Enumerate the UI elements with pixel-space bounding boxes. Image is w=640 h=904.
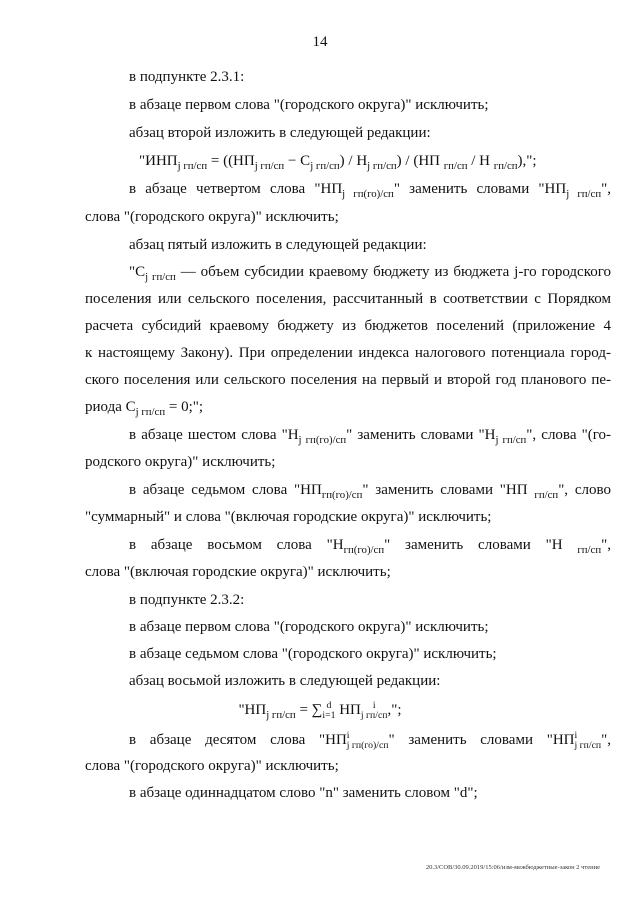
text-line: в абзаце седьмом слова "$НП_{гп(го)/сп}$" заменить словами "НП $_{гп/сп}$", слово — [129, 482, 611, 501]
text-line: ского поселения или сельского поселения на первый и второй год планового пе- — [85, 372, 611, 388]
text-line: "$С_{j гп/сп}$ — объем субсидии краевому бюджету из бюджета j-го городского — [129, 264, 611, 283]
text-line: родского округа)" исключить; — [85, 454, 276, 470]
text-line: расчета субсидий краевому бюджету из бюджетов поселений (приложение 4 — [85, 318, 611, 334]
text-line: "суммарный" и слова "(включая городские округа)" исключить; — [85, 509, 492, 525]
text-line: в подпункте 2.3.2: — [129, 592, 245, 608]
formula-inp: "$ИНП_{j гп/сп} = ((НП_{j гп/сп} - С_{j гп/сп}) / Н_{j гп/сп}) / (НП$ $_{гп/сп}$ / Н $_{гп/сп}$),"; — [139, 153, 537, 172]
text-line: слова "(включая городские округа)" исключить; — [85, 564, 391, 580]
text-line: к настоящему Закону). При определении индекса налогового потенциала город- — [85, 345, 611, 361]
formula-np-sum: "$НП_{j гп/сп}$ = ∑ d i=1 НП i j гп/сп,"; — [238, 700, 402, 721]
text-line: в абзаце первом слова "(городского округа)" исключить; — [129, 619, 489, 635]
document-footer: 20.3/СОВ/30.09.2019/15:06/изм-межбюджетные-закон 2 чтение — [425, 864, 600, 871]
text-line: абзац пятый изложить в следующей редакции: — [129, 237, 427, 253]
text-line: в подпункте 2.3.1: — [129, 69, 245, 85]
page-number: 14 — [312, 34, 328, 50]
text-line: слова "(городского округа)" исключить; — [85, 758, 339, 774]
text-line: риода $С_{j гп/сп} = 0$;"; — [85, 399, 204, 418]
text-line: в абзаце десятом слова "НПi j гп(го)/сп" заменить словами "НПi j гп/сп", — [129, 730, 611, 751]
text-line: в абзаце первом слова "(городского округа)" исключить; — [129, 97, 489, 113]
text-line: в абзаце седьмом слова "(городского округа)" исключить; — [129, 646, 497, 662]
text-line: в абзаце одиннадцатом слово "n" заменить словом "d"; — [129, 785, 478, 801]
text-line: абзац второй изложить в следующей редакции: — [129, 125, 431, 141]
text-line: слова "(городского округа)" исключить; — [85, 209, 339, 225]
text-line: в абзаце четвертом слова "$НП_{j гп(го)/сп}$" заменить словами "$НП_{j гп/сп}$", — [129, 181, 611, 200]
text-line: поселения или сельского поселения, рассчитанный в соответствии с Порядком — [85, 291, 611, 307]
text-line: в абзаце восьмом слова "$Н_{гп(го)/сп}$" заменить словами "Н $_{гп/сп}$", — [129, 537, 611, 556]
text-line: в абзаце шестом слова "$Н_{j гп(го)/сп}$" заменить словами "$Н_{j гп/сп}$", слова "(го- — [129, 427, 611, 446]
text-line: абзац восьмой изложить в следующей редакции: — [129, 673, 441, 689]
